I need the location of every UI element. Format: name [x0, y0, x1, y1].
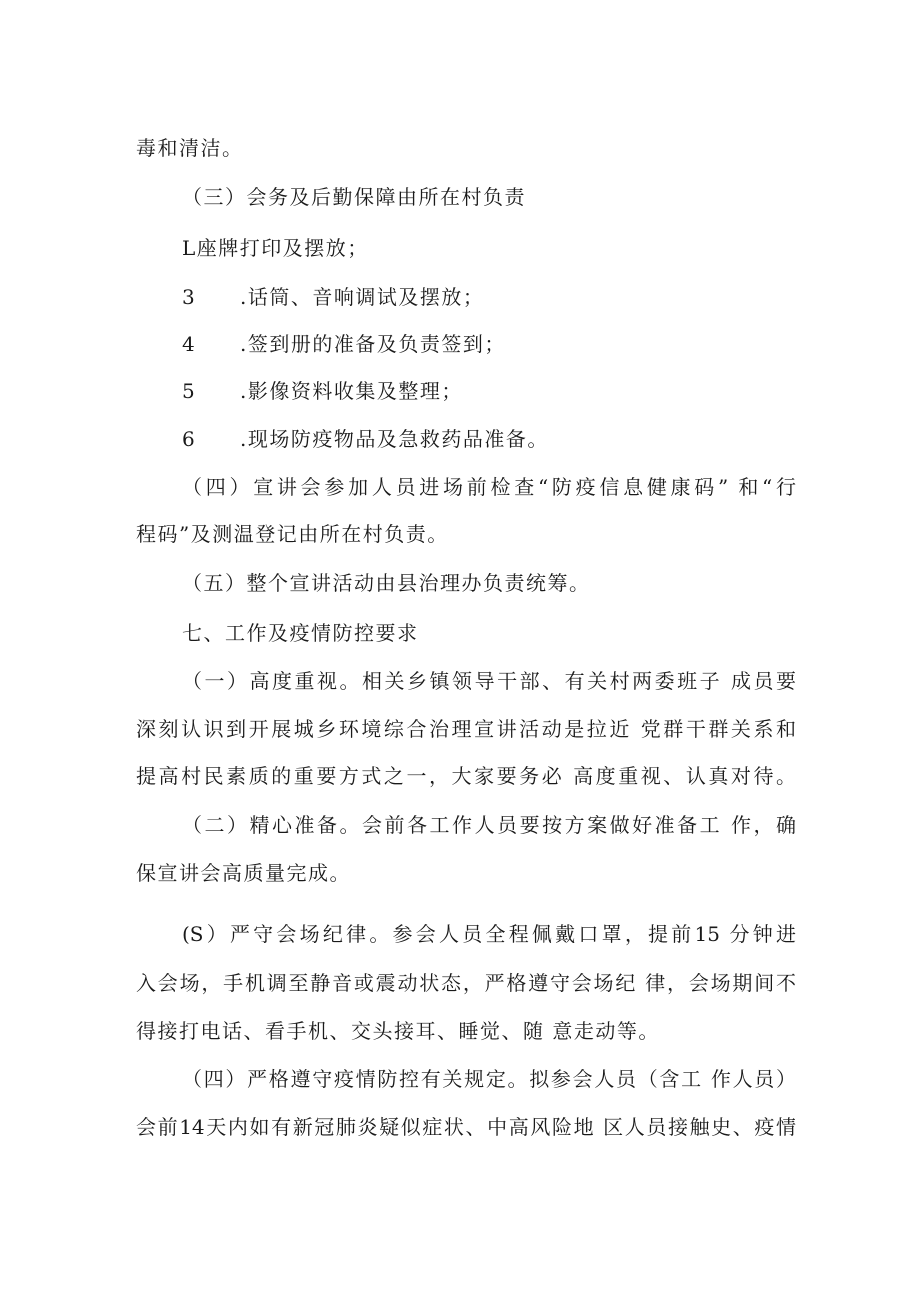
paragraph-line: 深刻认识到开展城乡环境综合治理宣讲活动是拉近 党群干群关系和: [136, 717, 796, 741]
paragraph-line: 保宣讲会高质量完成。: [136, 861, 351, 885]
paragraph-line: （四）宣讲会参加人员进场前检查“防疫信息健康码” 和“行: [182, 475, 796, 499]
section-heading: （五）整个宣讲活动由县治理办负责统筹。: [182, 571, 591, 595]
paragraph-line: 得接打电话、看手机、交头接耳、睡觉、随 意走动等。: [136, 1019, 660, 1043]
text-line: 毒和清洁。: [136, 136, 244, 160]
list-item: .影像资料收集及整理；: [240, 379, 463, 403]
paragraph-line: 程码”及测温登记由所在村负责。: [136, 522, 449, 546]
list-number: 3: [182, 285, 195, 309]
list-item: .话筒、音响调试及摆放；: [240, 285, 485, 309]
list-number: 4: [182, 332, 195, 356]
paragraph-line: (S）严守会场纪律。参会人员全程佩戴口罩，提前15 分钟进: [182, 922, 796, 946]
paragraph-line: 会前14天内如有新冠肺炎疑似症状、中高风险地 区人员接触史、疫情: [136, 1115, 796, 1139]
list-item: L座牌打印及摆放；: [182, 236, 369, 260]
paragraph-line: 入会场，手机调至静音或震动状态，严格遵守会场纪 律，会场期间不: [136, 971, 796, 995]
paragraph-line: 提高村民素质的重要方式之一，大家要务必 高度重视、认真对待。: [136, 764, 796, 788]
chapter-heading: 七、工作及疫情防控要求: [182, 621, 419, 645]
list-number: 6: [182, 427, 195, 451]
paragraph-line: （四）严格遵守疫情防控有关规定。拟参会人员（含工 作人员）: [182, 1067, 796, 1091]
list-item: .现场防疫物品及急救药品准备。: [240, 427, 549, 451]
list-number: 5: [182, 379, 195, 403]
section-heading: （三）会务及后勤保障由所在村负责: [182, 185, 526, 209]
list-item: .签到册的准备及负责签到；: [240, 332, 506, 356]
paragraph-line: （一）高度重视。相关乡镇领导干部、有关村两委班子 成员要: [182, 669, 796, 693]
paragraph-line: （二）精心准备。会前各工作人员要按方案做好准备工 作，确: [182, 813, 796, 837]
